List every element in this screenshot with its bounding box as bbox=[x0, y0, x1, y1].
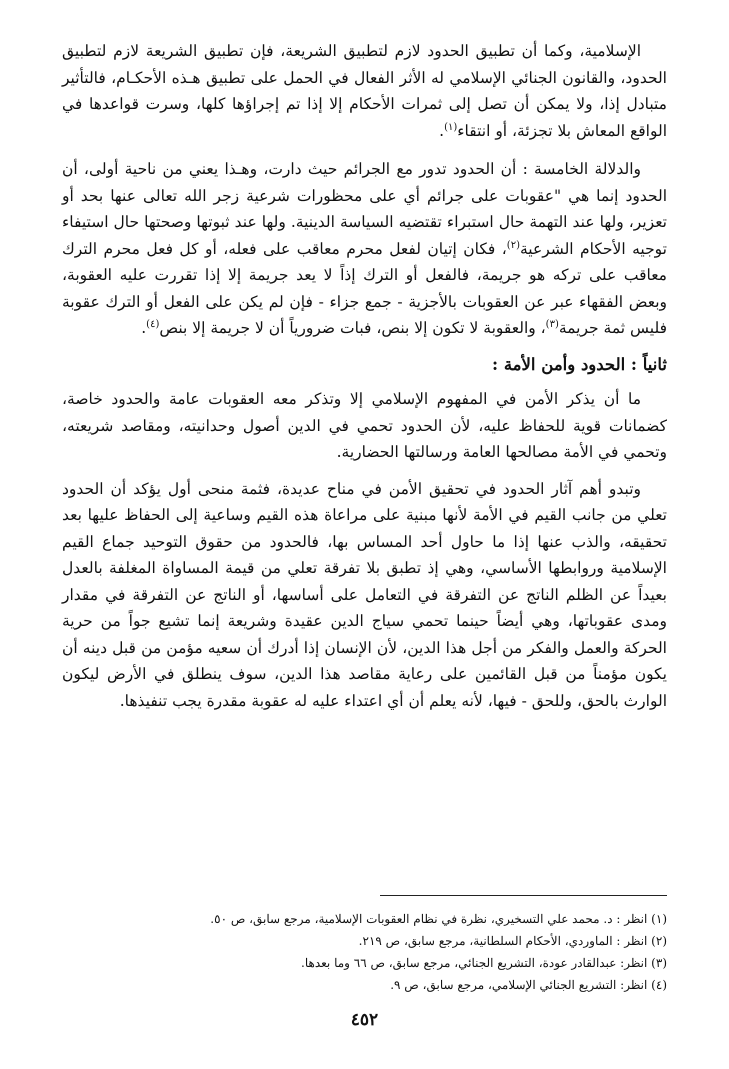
paragraph-2-text-b: ، فكان إتيان لفعل محرم معاقب على فعله، أو كل فعل محرم الترك معاقب على تركه هو جريمة، فالفعل أو الترك إذاً لا يعد جريمة إلا إذا تقررت عليه العقوبة، وبعض الفقهاء عبر عن العقوبات بالأجزية - جمع جزاء - فإن لم يكن على الفعل أو الترك عقوبة فليس ثمة جريمة bbox=[62, 239, 667, 337]
footnote-ref-1: (١) bbox=[444, 121, 458, 133]
paragraph-1 bbox=[62, 38, 667, 144]
paragraph-1-end: . bbox=[439, 121, 445, 140]
footnote-divider bbox=[380, 895, 667, 896]
footnotes bbox=[62, 908, 667, 996]
page-number: ٤٥٢ bbox=[350, 1010, 379, 1030]
footnote-ref-2: (٢) bbox=[506, 239, 520, 251]
body-text bbox=[62, 38, 667, 714]
footnote-ref-3: (٣) bbox=[545, 318, 559, 330]
footnote-1: (١) انظر : د. محمد علي التسخيري، نظرة في نظام العقوبات الإسلامية، مرجع سابق، ص ٥٠. bbox=[210, 912, 667, 926]
paragraph-2-text-c: ، والعقوبة لا تكون إلا بنص، فبات ضرورياً أن لا جريمة إلا بنص bbox=[159, 319, 546, 337]
footnote-4: (٤) انظر: التشريع الجنائي الإسلامي، مرجع سابق، ص ٩. bbox=[390, 978, 667, 992]
paragraph-1-text: الإسلامية، وكما أن تطبيق الحدود لازم لتطبيق الشريعة، فإن تطبيق الشريعة لازم لتطبيق الحدود، والقانون الجنائي الإسلامي له الأثر الفعال في الحمل على تطبيق هـذه الأحكـام، فالتأثير متبادل إذا، ولا يمكن أن تصل إلى ثمرات الأحكام إلا إذا تم إجراؤها كلها، وسرت قواعدها في الواقع المعاش بلا تجزئة، أو انتقاء bbox=[62, 42, 667, 140]
paragraph-3: ما أن يذكر الأمن في المفهوم الإسلامي إلا وتذكر معه العقوبات عامة والحدود خاصة، كضمانات قوية للحفاظ عليه، لأن الحدود تحمي في الدين أصول وحدانيته، ومقاصد شريعته، وتحمي في الأمة مصالحها العامة ورسالتها الحضارية. bbox=[62, 390, 667, 461]
paragraph-2 bbox=[62, 156, 667, 342]
footnote-2: (٢) انظر : الماوردي، الأحكام السلطانية، مرجع سابق، ص ٢١٩. bbox=[358, 934, 667, 948]
paragraph-4: وتبدو أهم آثار الحدود في تحقيق الأمن في مناح عديدة، فثمة منحى أول يؤكد أن الحدود تعلي من جانب القيم في الأمة لأنها مبنية على مراعاة هذه القيم وساعية إلى الحفاظ عليها بعد تحقيقه، والذب عنها إذا ما حاول أحد المساس بها، فالحدود من حقوق التوحيد جماع القيم الإسلامية وروابطها الأساسي، وهي إذ تطبق بلا تفرقة تعلي من قيمة المساواة المغلفة بالعدل بعيداً عن الظلم الناتج عن التفرقة في التعامل على أساسها، أو الناتج عن التفرقة في مقدار ومدى عقوباتها، وهي أيضاً حينما تحمي سياج الدين عقيدة وشريعة إنما تشيع جواً من حرية الحركة والعمل والفكر من أجل هذا الدين، لأن الإنسان إذا أدرك أن سعيه مؤمن من قبل دينه أن يكون مؤمناً من قبل القائمين على رعاية مقاصد هذا الدين، سوف ينطلق في الأرض ليكون الوارث بالحق، وللحق - فيها، لأنه يعلم أن أي اعتداء عليه له عقوبة مقدرة يجب تنفيذها. bbox=[62, 479, 667, 710]
footnote-3: (٣) انظر: عبدالقادر عودة، التشريع الجنائي، مرجع سابق، ص ٦٦ وما بعدها. bbox=[301, 956, 667, 970]
footnote-ref-4: (٤) bbox=[146, 318, 160, 330]
section-heading: ثانياً : الحدود وأمن الأمة : bbox=[492, 354, 667, 374]
paragraph-2-end: . bbox=[141, 319, 147, 337]
paragraph-2-text-a: والدلالة الخامسة : أن الحدود تدور مع الجرائم حيث دارت، وهـذا يعني من ناحية أولى، أن الحدود إنما هي "عقوبات على جرائم أي على محظورات شرعية زجر الله تعالى عنها بحد أو تعزير، ولها عند التهمة حال استبراء تقتضيه السياسة الدينية. ولها عند ثبوتها وصحتها حال استيفاء توجيه الأحكام الشرعية bbox=[62, 160, 667, 258]
